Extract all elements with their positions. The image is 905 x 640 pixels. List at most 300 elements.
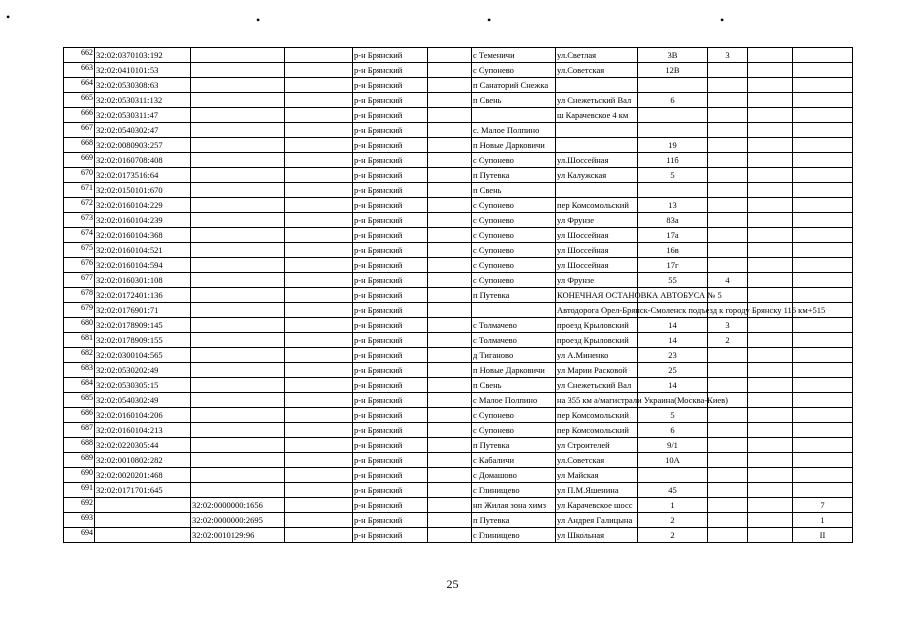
extra-number-cell xyxy=(793,378,853,393)
settlement-cell: п Свень xyxy=(472,378,556,393)
empty-cell xyxy=(428,453,472,468)
settlement-cell: п Свень xyxy=(472,93,556,108)
table-row xyxy=(64,138,853,153)
house-number-cell: 10А xyxy=(638,453,708,468)
street-cell: ул Снежетьский Вал xyxy=(556,378,638,393)
row-number-cell: 694 xyxy=(64,528,95,543)
street-cell xyxy=(556,78,638,93)
empty-cell xyxy=(748,138,793,153)
empty-cell xyxy=(428,243,472,258)
cadastral-number-cell: 32:02:0080903:257 xyxy=(95,138,191,153)
cadastral-number-cell xyxy=(95,498,191,513)
table-row xyxy=(64,48,853,63)
building-number-cell xyxy=(708,348,748,363)
empty-cell xyxy=(285,288,353,303)
cadastral-number-alt-cell xyxy=(191,318,285,333)
street-cell: ул Шоссейная xyxy=(556,243,638,258)
empty-cell xyxy=(285,168,353,183)
extra-number-cell xyxy=(793,408,853,423)
street-cell: ул Майская xyxy=(556,468,638,483)
cadastral-number-cell: 32:02:0160104:594 xyxy=(95,258,191,273)
house-number-cell: 6 xyxy=(638,93,708,108)
house-number-cell: 1 xyxy=(638,498,708,513)
empty-cell xyxy=(748,363,793,378)
cadastral-number-cell: 32:02:0540302:49 xyxy=(95,393,191,408)
empty-cell xyxy=(285,273,353,288)
street-cell: ш Карачевское 4 км xyxy=(556,108,638,123)
row-number-cell: 686 xyxy=(64,408,95,423)
settlement-cell: п Новые Дарковичи xyxy=(472,138,556,153)
empty-cell xyxy=(428,168,472,183)
table-row xyxy=(64,438,853,453)
settlement-cell xyxy=(472,108,556,123)
empty-cell xyxy=(748,63,793,78)
cadastral-number-alt-cell xyxy=(191,408,285,423)
row-number-cell: 674 xyxy=(64,228,95,243)
extra-number-cell xyxy=(793,363,853,378)
empty-cell xyxy=(285,63,353,78)
empty-cell xyxy=(748,153,793,168)
table-row xyxy=(64,273,853,288)
street-cell: ул Шоссейная xyxy=(556,258,638,273)
cadastral-number-alt-cell xyxy=(191,438,285,453)
extra-number-cell: 7 xyxy=(793,498,853,513)
cadastral-number-cell: 32:02:0020201:468 xyxy=(95,468,191,483)
row-number-cell: 666 xyxy=(64,108,95,123)
street-cell: ул Школьная xyxy=(556,528,638,543)
street-cell: КОНЕЧНАЯ ОСТАНОВКА АВТОБУСА № 5 xyxy=(556,288,638,303)
building-number-cell xyxy=(708,528,748,543)
empty-cell xyxy=(428,393,472,408)
street-cell: ул П.М.Яшенина xyxy=(556,483,638,498)
extra-number-cell xyxy=(793,228,853,243)
cadastral-number-alt-cell xyxy=(191,303,285,318)
extra-number-cell xyxy=(793,333,853,348)
extra-number-cell: 1 xyxy=(793,513,853,528)
settlement-cell: с Глинищево xyxy=(472,528,556,543)
table-row xyxy=(64,528,853,543)
cadastral-number-alt-cell xyxy=(191,48,285,63)
row-number-cell: 662 xyxy=(64,48,95,63)
district-cell: р-н Брянский xyxy=(353,453,428,468)
cadastral-number-alt-cell xyxy=(191,468,285,483)
cadastral-number-alt-cell xyxy=(191,348,285,363)
building-number-cell xyxy=(708,198,748,213)
extra-number-cell xyxy=(793,243,853,258)
empty-cell xyxy=(748,48,793,63)
empty-cell xyxy=(428,228,472,243)
empty-cell xyxy=(428,378,472,393)
row-number-cell: 675 xyxy=(64,243,95,258)
district-cell: р-н Брянский xyxy=(353,363,428,378)
empty-cell xyxy=(285,468,353,483)
house-number-cell: 14 xyxy=(638,318,708,333)
cadastral-number-alt-cell xyxy=(191,228,285,243)
table-row xyxy=(64,243,853,258)
district-cell: р-н Брянский xyxy=(353,48,428,63)
empty-cell xyxy=(748,198,793,213)
building-number-cell xyxy=(708,453,748,468)
district-cell: р-н Брянский xyxy=(353,258,428,273)
row-number-cell: 691 xyxy=(64,483,95,498)
house-number-cell: 5 xyxy=(638,168,708,183)
cadastral-number-alt-cell xyxy=(191,183,285,198)
table-row xyxy=(64,228,853,243)
empty-cell xyxy=(748,168,793,183)
table-row xyxy=(64,303,853,318)
empty-cell xyxy=(748,348,793,363)
empty-cell xyxy=(428,408,472,423)
row-number-cell: 690 xyxy=(64,468,95,483)
district-cell: р-н Брянский xyxy=(353,303,428,318)
house-number-cell: 16в xyxy=(638,243,708,258)
empty-cell xyxy=(748,408,793,423)
cadastral-number-alt-cell xyxy=(191,363,285,378)
building-number-cell xyxy=(708,378,748,393)
empty-cell xyxy=(285,423,353,438)
scan-dot: • xyxy=(6,10,11,24)
empty-cell xyxy=(285,213,353,228)
settlement-cell: нп Жилая зона химз xyxy=(472,498,556,513)
building-number-cell xyxy=(708,93,748,108)
building-number-cell xyxy=(708,258,748,273)
table-row xyxy=(64,348,853,363)
house-number-cell: 14 xyxy=(638,333,708,348)
empty-cell xyxy=(428,123,472,138)
district-cell: р-н Брянский xyxy=(353,468,428,483)
scan-dot: • xyxy=(720,13,725,27)
cadastral-number-cell: 32:02:0160104:521 xyxy=(95,243,191,258)
building-number-cell xyxy=(708,498,748,513)
empty-cell xyxy=(748,243,793,258)
scan-dot: • xyxy=(487,13,492,27)
table-row xyxy=(64,423,853,438)
empty-cell xyxy=(748,213,793,228)
street-cell: ул Карачевское шосс xyxy=(556,498,638,513)
street-cell: ул Фрунзе xyxy=(556,213,638,228)
extra-number-cell xyxy=(793,93,853,108)
house-number-cell: 17г xyxy=(638,258,708,273)
cadastral-number-cell: 32:02:0171701:645 xyxy=(95,483,191,498)
house-number-cell: 19 xyxy=(638,138,708,153)
row-number-cell: 684 xyxy=(64,378,95,393)
settlement-cell: п Путевка xyxy=(472,438,556,453)
building-number-cell xyxy=(708,123,748,138)
table-row xyxy=(64,258,853,273)
building-number-cell xyxy=(708,363,748,378)
house-number-cell: 12В xyxy=(638,63,708,78)
settlement-cell: п Путевка xyxy=(472,168,556,183)
row-number-cell: 670 xyxy=(64,168,95,183)
settlement-cell: с Супонево xyxy=(472,258,556,273)
house-number-cell: 25 xyxy=(638,363,708,378)
house-number-cell: 23 xyxy=(638,348,708,363)
district-cell: р-н Брянский xyxy=(353,333,428,348)
row-number-cell: 673 xyxy=(64,213,95,228)
building-number-cell xyxy=(708,138,748,153)
register-body xyxy=(64,48,853,543)
empty-cell xyxy=(428,423,472,438)
empty-cell xyxy=(285,513,353,528)
settlement-cell: с Супонево xyxy=(472,243,556,258)
cadastral-number-cell: 32:02:0172401:136 xyxy=(95,288,191,303)
house-number-cell: 83а xyxy=(638,213,708,228)
empty-cell xyxy=(748,78,793,93)
district-cell: р-н Брянский xyxy=(353,153,428,168)
settlement-cell: п Путевка xyxy=(472,513,556,528)
row-number-cell: 667 xyxy=(64,123,95,138)
settlement-cell: с Супонево xyxy=(472,273,556,288)
row-number-cell: 669 xyxy=(64,153,95,168)
table-row xyxy=(64,63,853,78)
house-number-cell xyxy=(638,78,708,93)
district-cell: р-н Брянский xyxy=(353,438,428,453)
house-number-cell: 9/1 xyxy=(638,438,708,453)
district-cell: р-н Брянский xyxy=(353,228,428,243)
settlement-cell: п Путевка xyxy=(472,288,556,303)
building-number-cell xyxy=(708,408,748,423)
district-cell: р-н Брянский xyxy=(353,108,428,123)
cadastral-number-alt-cell xyxy=(191,453,285,468)
empty-cell xyxy=(428,528,472,543)
empty-cell xyxy=(748,108,793,123)
house-number-cell xyxy=(638,468,708,483)
extra-number-cell xyxy=(793,258,853,273)
empty-cell xyxy=(428,258,472,273)
house-number-cell xyxy=(638,183,708,198)
extra-number-cell xyxy=(793,48,853,63)
empty-cell xyxy=(428,303,472,318)
cadastral-number-cell xyxy=(95,513,191,528)
empty-cell xyxy=(285,528,353,543)
district-cell: р-н Брянский xyxy=(353,93,428,108)
table-row xyxy=(64,213,853,228)
empty-cell xyxy=(285,318,353,333)
row-number-cell: 687 xyxy=(64,423,95,438)
settlement-cell: п Новые Дарковичи xyxy=(472,363,556,378)
settlement-cell: с Толмачево xyxy=(472,318,556,333)
empty-cell xyxy=(748,378,793,393)
district-cell: р-н Брянский xyxy=(353,528,428,543)
empty-cell xyxy=(428,273,472,288)
row-number-cell: 665 xyxy=(64,93,95,108)
extra-number-cell xyxy=(793,483,853,498)
house-number-cell: 17а xyxy=(638,228,708,243)
extra-number-cell: II xyxy=(793,528,853,543)
row-number-cell: 676 xyxy=(64,258,95,273)
building-number-cell xyxy=(708,78,748,93)
empty-cell xyxy=(285,378,353,393)
row-number-cell: 693 xyxy=(64,513,95,528)
extra-number-cell xyxy=(793,438,853,453)
cadastral-number-cell: 32:02:0160301:108 xyxy=(95,273,191,288)
empty-cell xyxy=(285,108,353,123)
row-number-cell: 679 xyxy=(64,303,95,318)
building-number-cell xyxy=(708,513,748,528)
row-number-cell: 664 xyxy=(64,78,95,93)
row-number-cell: 681 xyxy=(64,333,95,348)
page-number: 25 xyxy=(446,577,459,591)
cadastral-number-alt-cell xyxy=(191,108,285,123)
district-cell: р-н Брянский xyxy=(353,288,428,303)
extra-number-cell xyxy=(793,183,853,198)
settlement-cell: п Свень xyxy=(472,183,556,198)
row-number-cell: 671 xyxy=(64,183,95,198)
table-row xyxy=(64,378,853,393)
empty-cell xyxy=(285,48,353,63)
table-row xyxy=(64,318,853,333)
building-number-cell xyxy=(708,423,748,438)
cadastral-number-alt-cell xyxy=(191,213,285,228)
row-number-cell: 682 xyxy=(64,348,95,363)
extra-number-cell xyxy=(793,393,853,408)
empty-cell xyxy=(748,498,793,513)
settlement-cell: с Супонево xyxy=(472,153,556,168)
extra-number-cell xyxy=(793,213,853,228)
cadastral-number-cell: 32:02:0178909:155 xyxy=(95,333,191,348)
extra-number-cell xyxy=(793,453,853,468)
table-row xyxy=(64,393,853,408)
house-number-cell: 3В xyxy=(638,48,708,63)
cadastral-number-alt-cell xyxy=(191,378,285,393)
cadastral-number-alt-cell xyxy=(191,243,285,258)
table-row xyxy=(64,183,853,198)
cadastral-number-alt-cell xyxy=(191,168,285,183)
cadastral-number-cell: 32:02:0173516:64 xyxy=(95,168,191,183)
table-row xyxy=(64,333,853,348)
street-cell: ул Строителей xyxy=(556,438,638,453)
settlement-cell: с Супонево xyxy=(472,198,556,213)
street-cell: Автодорога Орел-Брянск-Смоленск подъезд к городу Брянску 116 км+515 xyxy=(556,303,638,318)
district-cell: р-н Брянский xyxy=(353,198,428,213)
cadastral-number-alt-cell xyxy=(191,333,285,348)
empty-cell xyxy=(748,288,793,303)
cadastral-number-cell: 32:02:0150101:670 xyxy=(95,183,191,198)
table-row xyxy=(64,498,853,513)
row-number-cell: 663 xyxy=(64,63,95,78)
street-cell: пер Комсомольский xyxy=(556,198,638,213)
settlement-cell: с Глинищево xyxy=(472,483,556,498)
building-number-cell: 2 xyxy=(708,333,748,348)
cadastral-number-alt-cell xyxy=(191,138,285,153)
building-number-cell xyxy=(708,438,748,453)
extra-number-cell xyxy=(793,153,853,168)
street-cell: ул.Шоссейная xyxy=(556,153,638,168)
street-cell: ул Калужская xyxy=(556,168,638,183)
empty-cell xyxy=(428,348,472,363)
cadastral-number-cell: 32:02:0160104:229 xyxy=(95,198,191,213)
row-number-cell: 678 xyxy=(64,288,95,303)
row-number-cell: 688 xyxy=(64,438,95,453)
extra-number-cell xyxy=(793,138,853,153)
empty-cell xyxy=(285,348,353,363)
cadastral-number-alt-cell: 32:02:0000000:1656 xyxy=(191,498,285,513)
cadastral-number-alt-cell xyxy=(191,258,285,273)
house-number-cell: 45 xyxy=(638,483,708,498)
row-number-cell: 685 xyxy=(64,393,95,408)
settlement-cell: с. Малое Полпино xyxy=(472,123,556,138)
empty-cell xyxy=(428,513,472,528)
district-cell: р-н Брянский xyxy=(353,498,428,513)
street-cell: ул Марии Расковой xyxy=(556,363,638,378)
empty-cell xyxy=(285,93,353,108)
street-cell xyxy=(556,123,638,138)
street-cell: на 355 км а/магистрали Украина(Москва-Киев) xyxy=(556,393,638,408)
cadastral-number-cell: 32:02:0540302:47 xyxy=(95,123,191,138)
street-cell: проезд Крыловский xyxy=(556,333,638,348)
scan-dot: • xyxy=(256,13,261,27)
building-number-cell: 3 xyxy=(708,48,748,63)
district-cell: р-н Брянский xyxy=(353,243,428,258)
building-number-cell xyxy=(708,153,748,168)
cadastral-number-cell: 32:02:0530308:63 xyxy=(95,78,191,93)
street-cell: ул.Светлая xyxy=(556,48,638,63)
cadastral-number-alt-cell xyxy=(191,123,285,138)
empty-cell xyxy=(748,93,793,108)
house-number-cell: 2 xyxy=(638,528,708,543)
row-number-cell: 677 xyxy=(64,273,95,288)
district-cell: р-н Брянский xyxy=(353,183,428,198)
house-number-cell xyxy=(638,108,708,123)
cadastral-number-cell: 32:02:0160104:206 xyxy=(95,408,191,423)
settlement-cell: с Супонево xyxy=(472,408,556,423)
cadastral-number-cell: 32:02:0176901:71 xyxy=(95,303,191,318)
district-cell: р-н Брянский xyxy=(353,123,428,138)
cadastral-number-alt-cell xyxy=(191,273,285,288)
row-number-cell: 668 xyxy=(64,138,95,153)
cadastral-number-alt-cell xyxy=(191,288,285,303)
district-cell: р-н Брянский xyxy=(353,513,428,528)
district-cell: р-н Брянский xyxy=(353,168,428,183)
street-cell: ул.Советская xyxy=(556,453,638,468)
table-row xyxy=(64,78,853,93)
empty-cell xyxy=(748,123,793,138)
empty-cell xyxy=(285,363,353,378)
house-number-cell: 14 xyxy=(638,378,708,393)
house-number-cell: 2 xyxy=(638,513,708,528)
street-cell: ул Фрунзе xyxy=(556,273,638,288)
extra-number-cell xyxy=(793,63,853,78)
district-cell: р-н Брянский xyxy=(353,483,428,498)
extra-number-cell xyxy=(793,123,853,138)
district-cell: р-н Брянский xyxy=(353,393,428,408)
settlement-cell: с Толмачево xyxy=(472,333,556,348)
empty-cell xyxy=(285,303,353,318)
table-row xyxy=(64,288,853,303)
empty-cell xyxy=(428,213,472,228)
cadastral-number-alt-cell xyxy=(191,63,285,78)
table-row xyxy=(64,108,853,123)
settlement-cell: д Тиганово xyxy=(472,348,556,363)
row-number-cell: 672 xyxy=(64,198,95,213)
empty-cell xyxy=(285,78,353,93)
table-row xyxy=(64,468,853,483)
cadastral-number-cell: 32:02:0530305:15 xyxy=(95,378,191,393)
house-number-cell: 55 xyxy=(638,273,708,288)
street-cell: ул Андрея Галицына xyxy=(556,513,638,528)
extra-number-cell xyxy=(793,273,853,288)
street-cell: пер Комсомольский xyxy=(556,408,638,423)
district-cell: р-н Брянский xyxy=(353,423,428,438)
street-cell xyxy=(556,183,638,198)
extra-number-cell xyxy=(793,198,853,213)
cadastral-number-alt-cell xyxy=(191,78,285,93)
street-cell xyxy=(556,138,638,153)
empty-cell xyxy=(748,453,793,468)
table-row xyxy=(64,513,853,528)
cadastral-number-alt-cell xyxy=(191,153,285,168)
extra-number-cell xyxy=(793,108,853,123)
